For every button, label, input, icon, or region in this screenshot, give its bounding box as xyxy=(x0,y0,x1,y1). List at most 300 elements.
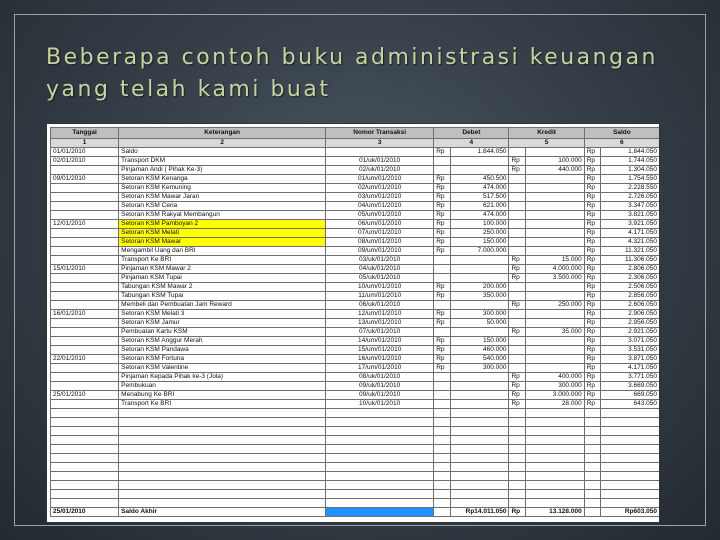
cell-description: Saldo xyxy=(119,148,326,157)
cell-kredit-currency xyxy=(509,292,525,301)
cell-saldo: 2.856.050 xyxy=(601,292,660,301)
cell-kredit-currency xyxy=(509,355,525,364)
cell-debet-currency xyxy=(434,508,450,517)
ledger-blank-rows xyxy=(51,409,660,508)
cell-description: Setoran KSM Jamur xyxy=(119,319,326,328)
empty-cell xyxy=(434,472,450,481)
cell-kredit xyxy=(525,310,584,319)
cell-transaction-number xyxy=(326,148,434,157)
cell-saldo-currency: Rp xyxy=(584,382,600,391)
cell-date xyxy=(51,364,119,373)
table-row xyxy=(51,391,660,400)
cell-kredit-currency: Rp xyxy=(509,328,525,337)
empty-row xyxy=(51,472,660,481)
empty-cell xyxy=(509,418,525,427)
empty-cell xyxy=(51,472,119,481)
cell-description: Tabungan KSM Tupai xyxy=(119,292,326,301)
cell-transaction-number: 09/uk/01/2010 xyxy=(326,382,434,391)
cell-transaction-number: 13/um/01/2010 xyxy=(326,319,434,328)
cell-saldo: 643.050 xyxy=(601,400,660,409)
empty-cell xyxy=(450,490,509,499)
empty-cell xyxy=(51,436,119,445)
cell-saldo-currency: Rp xyxy=(584,301,600,310)
cell-saldo: 4.321.050 xyxy=(601,238,660,247)
table-row xyxy=(51,175,660,184)
cell-date xyxy=(51,184,119,193)
cell-debet-currency: Rp xyxy=(434,148,450,157)
cell-saldo-currency: Rp xyxy=(584,148,600,157)
empty-cell xyxy=(434,481,450,490)
cell-kredit-currency: Rp xyxy=(509,373,525,382)
cell-debet xyxy=(450,265,509,274)
cell-kredit: 28.000 xyxy=(525,400,584,409)
empty-row xyxy=(51,454,660,463)
cell-debet-currency: Rp xyxy=(434,283,450,292)
title-line-2: yang telah kami buat xyxy=(46,77,331,102)
cell-date xyxy=(51,238,119,247)
cell-kredit-currency xyxy=(509,310,525,319)
cell-description: Transport DKM xyxy=(119,157,326,166)
cell-debet-currency: Rp xyxy=(434,355,450,364)
empty-cell xyxy=(51,499,119,508)
cell-saldo-currency: Rp xyxy=(584,283,600,292)
cell-saldo-currency: Rp xyxy=(584,391,600,400)
cell-debet-currency: Rp xyxy=(434,247,450,256)
cell-saldo-currency: Rp xyxy=(584,211,600,220)
empty-cell xyxy=(584,436,600,445)
cell-saldo-currency: Rp xyxy=(584,229,600,238)
table-row xyxy=(51,211,660,220)
empty-cell xyxy=(119,490,326,499)
cell-date xyxy=(51,400,119,409)
table-row xyxy=(51,148,660,157)
cell-description: Transport Ke BRI xyxy=(119,400,326,409)
empty-cell xyxy=(601,490,660,499)
empty-cell xyxy=(434,427,450,436)
empty-cell xyxy=(119,445,326,454)
cell-description: Setoran KSM Valentine xyxy=(119,364,326,373)
empty-cell xyxy=(326,418,434,427)
empty-cell xyxy=(601,481,660,490)
empty-cell xyxy=(584,463,600,472)
empty-cell xyxy=(326,499,434,508)
table-row xyxy=(51,382,660,391)
table-row xyxy=(51,256,660,265)
cell-date: 01/01/2010 xyxy=(51,148,119,157)
cell-saldo-currency: Rp xyxy=(584,328,600,337)
cell-debet-currency xyxy=(434,382,450,391)
cell-date: 12/01/2010 xyxy=(51,220,119,229)
empty-cell xyxy=(584,454,600,463)
empty-cell xyxy=(119,454,326,463)
cell-kredit xyxy=(525,364,584,373)
table-row xyxy=(51,238,660,247)
cell-saldo: 2.906.050 xyxy=(601,310,660,319)
empty-cell xyxy=(326,472,434,481)
cell-transaction-number: 01/um/01/2010 xyxy=(326,175,434,184)
cell-debet: 300.000 xyxy=(450,310,509,319)
empty-row xyxy=(51,463,660,472)
empty-cell xyxy=(326,427,434,436)
cell-date xyxy=(51,193,119,202)
cell-saldo: 2.921.050 xyxy=(601,328,660,337)
cell-debet: 7.000.000 xyxy=(450,247,509,256)
empty-cell xyxy=(525,490,584,499)
cell-kredit: 4.000.000 xyxy=(525,265,584,274)
cell-kredit-currency: Rp xyxy=(509,508,525,517)
cell-saldo-currency: Rp xyxy=(584,256,600,265)
cell-debet xyxy=(450,166,509,175)
empty-cell xyxy=(601,454,660,463)
empty-cell xyxy=(509,499,525,508)
empty-cell xyxy=(509,445,525,454)
slide-title xyxy=(46,42,696,106)
cell-transaction-number: 03/uk/01/2010 xyxy=(326,256,434,265)
cell-transaction-number: 02/uk/01/2010 xyxy=(326,166,434,175)
table-row xyxy=(51,193,660,202)
empty-cell xyxy=(525,409,584,418)
cell-kredit: 3.000.000 xyxy=(525,391,584,400)
cell-description: Menabung Ke BRI xyxy=(119,391,326,400)
closing-balance-row xyxy=(51,508,660,517)
cell-date xyxy=(51,166,119,175)
table-row xyxy=(51,202,660,211)
cell-debet: 474.000 xyxy=(450,211,509,220)
cell-transaction-number: 04/um/01/2010 xyxy=(326,202,434,211)
cell-kredit-currency: Rp xyxy=(509,400,525,409)
empty-cell xyxy=(434,499,450,508)
cell-kredit xyxy=(525,184,584,193)
cell-debet: 450.500 xyxy=(450,175,509,184)
cell-description: Pembukuan xyxy=(119,382,326,391)
cell-date xyxy=(51,346,119,355)
cell-kredit-currency xyxy=(509,283,525,292)
cell-kredit xyxy=(525,247,584,256)
cell-date xyxy=(51,274,119,283)
cell-saldo: 2.606.050 xyxy=(601,301,660,310)
table-row xyxy=(51,364,660,373)
cell-kredit-currency xyxy=(509,319,525,328)
cell-debet-currency: Rp xyxy=(434,337,450,346)
cell-saldo-currency: Rp xyxy=(584,265,600,274)
cell-description: Tabungan KSM Mawar 2 xyxy=(119,283,326,292)
cell-description: Pinjaman Andi ( Pihak Ke-3) xyxy=(119,166,326,175)
ledger-sheet xyxy=(46,123,660,523)
cell-kredit xyxy=(525,220,584,229)
cell-saldo-currency: Rp xyxy=(584,355,600,364)
cell-saldo: 4.171.050 xyxy=(601,229,660,238)
cell-kredit: 400.000 xyxy=(525,373,584,382)
empty-cell xyxy=(434,445,450,454)
cell-kredit xyxy=(525,355,584,364)
empty-cell xyxy=(51,463,119,472)
cell-transaction-number: 07/uk/01/2010 xyxy=(326,328,434,337)
cell-debet xyxy=(450,400,509,409)
cell-saldo: 3.531.050 xyxy=(601,346,660,355)
cell-description: Pembuatan Kartu KSM xyxy=(119,328,326,337)
cell-saldo: 3.071.050 xyxy=(601,337,660,346)
cell-saldo: 3.771.050 xyxy=(601,373,660,382)
empty-cell xyxy=(434,463,450,472)
cell-debet-currency: Rp xyxy=(434,310,450,319)
empty-row xyxy=(51,490,660,499)
cell-saldo: 2.956.050 xyxy=(601,319,660,328)
index-cell: 4 xyxy=(434,139,509,148)
cell-saldo-currency: Rp xyxy=(584,319,600,328)
header-debet: Debet xyxy=(434,128,509,139)
cell-kredit-currency xyxy=(509,193,525,202)
empty-cell xyxy=(450,454,509,463)
empty-cell xyxy=(51,490,119,499)
cell-debet: 460.000 xyxy=(450,346,509,355)
empty-row xyxy=(51,436,660,445)
cell-date: 15/01/2010 xyxy=(51,265,119,274)
cell-kredit xyxy=(525,319,584,328)
cell-debet-currency xyxy=(434,301,450,310)
cell-kredit-currency xyxy=(509,148,525,157)
empty-cell xyxy=(525,499,584,508)
empty-cell xyxy=(601,472,660,481)
cell-kredit-currency: Rp xyxy=(509,265,525,274)
table-row xyxy=(51,265,660,274)
cell-description: Setoran KSM Fortuna xyxy=(119,355,326,364)
empty-cell xyxy=(434,436,450,445)
empty-cell xyxy=(119,427,326,436)
empty-cell xyxy=(584,445,600,454)
empty-cell xyxy=(326,409,434,418)
cell-saldo: 2.506.050 xyxy=(601,283,660,292)
cell-saldo-currency: Rp xyxy=(584,364,600,373)
empty-cell xyxy=(51,427,119,436)
cell-debet: 150.000 xyxy=(450,238,509,247)
cell-debet: 150.000 xyxy=(450,337,509,346)
cell-date xyxy=(51,202,119,211)
table-row xyxy=(51,283,660,292)
cell-transaction-number: 08/uk/01/2010 xyxy=(326,373,434,382)
cell-debet: 50.000 xyxy=(450,319,509,328)
cell-description: Membeli dan Pembuatan Jam Reward xyxy=(119,301,326,310)
cell-debet-currency: Rp xyxy=(434,184,450,193)
cell-saldo: 3.871.050 xyxy=(601,355,660,364)
empty-cell xyxy=(509,436,525,445)
table-row xyxy=(51,247,660,256)
header-nomor-transaksi: Nomor Transaksi xyxy=(326,128,434,139)
cell-description: Saldo Akhir xyxy=(119,508,326,517)
empty-cell xyxy=(51,418,119,427)
index-cell: 3 xyxy=(326,139,434,148)
table-row xyxy=(51,292,660,301)
cell-saldo: 1.754.550 xyxy=(601,175,660,184)
empty-cell xyxy=(119,418,326,427)
cell-saldo: 3.347.050 xyxy=(601,202,660,211)
column-index-row xyxy=(51,139,660,148)
table-row xyxy=(51,355,660,364)
cell-debet: 517.500 xyxy=(450,193,509,202)
cell-debet-currency xyxy=(434,400,450,409)
empty-cell xyxy=(119,463,326,472)
cell-transaction-number: 02/um/01/2010 xyxy=(326,184,434,193)
cell-saldo-currency: Rp xyxy=(584,175,600,184)
cell-description: Setoran KSM Pamboyan 2 xyxy=(119,220,326,229)
cell-debet xyxy=(450,256,509,265)
empty-cell xyxy=(525,454,584,463)
cell-transaction-number: 06/uk/01/2010 xyxy=(326,301,434,310)
cell-date xyxy=(51,247,119,256)
cell-kredit: 440.000 xyxy=(525,166,584,175)
ledger-body xyxy=(51,148,660,409)
cell-date xyxy=(51,328,119,337)
empty-cell xyxy=(450,481,509,490)
table-row xyxy=(51,373,660,382)
cell-description: Mengambil Uang dari BRI xyxy=(119,247,326,256)
cell-transaction-number: 15/um/01/2010 xyxy=(326,346,434,355)
cell-saldo-currency: Rp xyxy=(584,193,600,202)
cell-kredit-currency xyxy=(509,202,525,211)
cell-saldo-currency xyxy=(584,508,600,517)
cell-saldo-currency: Rp xyxy=(584,292,600,301)
cell-debet xyxy=(450,328,509,337)
cell-transaction-number: 01/uk/01/2010 xyxy=(326,157,434,166)
empty-cell xyxy=(119,409,326,418)
cell-date xyxy=(51,229,119,238)
cell-description: Setoran KSM Kemuning xyxy=(119,184,326,193)
cell-date xyxy=(51,301,119,310)
cell-saldo: 1.744.050 xyxy=(601,157,660,166)
table-row xyxy=(51,310,660,319)
cell-description: Setoran KSM Pandawa xyxy=(119,346,326,355)
cell-saldo: 11.306.050 xyxy=(601,256,660,265)
cell-debet xyxy=(450,391,509,400)
cell-description: Pinjaman KSM Mawar 2 xyxy=(119,265,326,274)
cell-saldo-currency: Rp xyxy=(584,346,600,355)
cell-transaction-number: 10/um/01/2010 xyxy=(326,283,434,292)
cell-description: Setoran KSM Melati 3 xyxy=(119,310,326,319)
empty-cell xyxy=(509,463,525,472)
cell-kredit xyxy=(525,211,584,220)
cell-kredit-currency: Rp xyxy=(509,382,525,391)
cell-kredit xyxy=(525,175,584,184)
cell-transaction-number: 05/uk/01/2010 xyxy=(326,274,434,283)
index-cell: 6 xyxy=(584,139,659,148)
table-row xyxy=(51,400,660,409)
cell-date xyxy=(51,283,119,292)
index-cell: 1 xyxy=(51,139,119,148)
table-row xyxy=(51,301,660,310)
cell-kredit xyxy=(525,193,584,202)
cell-transaction-number: 06/um/01/2010 xyxy=(326,220,434,229)
cell-debet-currency: Rp xyxy=(434,229,450,238)
cell-saldo: 2.228.550 xyxy=(601,184,660,193)
empty-cell xyxy=(601,463,660,472)
cell-saldo: Rp603.050 xyxy=(601,508,660,517)
cell-description: Setoran KSM Mawar Jaran xyxy=(119,193,326,202)
empty-cell xyxy=(509,490,525,499)
cell-debet-currency xyxy=(434,157,450,166)
cell-description: Pinjaman KSM Tupai xyxy=(119,274,326,283)
empty-cell xyxy=(450,499,509,508)
empty-row xyxy=(51,481,660,490)
empty-cell xyxy=(584,418,600,427)
cell-description: Setoran KSM Anggur Merah xyxy=(119,337,326,346)
cell-transaction-number: 05/um/01/2010 xyxy=(326,211,434,220)
cell-kredit-currency xyxy=(509,175,525,184)
empty-cell xyxy=(509,472,525,481)
cell-debet xyxy=(450,274,509,283)
empty-cell xyxy=(434,490,450,499)
empty-cell xyxy=(509,481,525,490)
cell-debet-currency: Rp xyxy=(434,346,450,355)
cell-saldo: 3.669.050 xyxy=(601,382,660,391)
empty-row xyxy=(51,499,660,508)
cell-transaction-number: 09/um/01/2010 xyxy=(326,247,434,256)
cell-kredit: 15.000 xyxy=(525,256,584,265)
index-cell: 5 xyxy=(509,139,584,148)
cell-date xyxy=(51,373,119,382)
cell-transaction-number: 17/um/01/2010 xyxy=(326,364,434,373)
cell-kredit: 13.128.000 xyxy=(525,508,584,517)
cell-kredit: 300.000 xyxy=(525,382,584,391)
title-line-1: Beberapa contoh buku administrasi keuangan xyxy=(46,45,658,70)
cell-kredit xyxy=(525,238,584,247)
cell-date xyxy=(51,337,119,346)
cell-debet-currency: Rp xyxy=(434,238,450,247)
cell-transaction-number: 07/um/01/2010 xyxy=(326,229,434,238)
empty-row xyxy=(51,409,660,418)
cell-kredit xyxy=(525,148,584,157)
cell-saldo-currency: Rp xyxy=(584,310,600,319)
cell-saldo-currency: Rp xyxy=(584,373,600,382)
cell-kredit-currency xyxy=(509,364,525,373)
cell-debet-currency xyxy=(434,328,450,337)
cell-debet-currency xyxy=(434,373,450,382)
cell-debet-currency: Rp xyxy=(434,193,450,202)
table-row xyxy=(51,337,660,346)
cell-description: Setoran KSM Kenanga xyxy=(119,175,326,184)
cell-date xyxy=(51,319,119,328)
table-row xyxy=(51,157,660,166)
cell-kredit-currency: Rp xyxy=(509,166,525,175)
cell-kredit-currency xyxy=(509,247,525,256)
cell-saldo: 1.844.050 xyxy=(601,148,660,157)
empty-cell xyxy=(584,409,600,418)
empty-cell xyxy=(601,436,660,445)
ledger-table xyxy=(50,127,660,517)
cell-saldo-currency: Rp xyxy=(584,220,600,229)
cell-debet-currency: Rp xyxy=(434,175,450,184)
cell-transaction-number: 16/um/01/2010 xyxy=(326,355,434,364)
cell-date: 25/01/2010 xyxy=(51,508,119,517)
cell-kredit-currency: Rp xyxy=(509,157,525,166)
cell-debet-currency xyxy=(434,166,450,175)
empty-cell xyxy=(119,436,326,445)
cell-description: Setoran KSM Rakyat Membangun xyxy=(119,211,326,220)
empty-cell xyxy=(525,436,584,445)
index-cell: 2 xyxy=(119,139,326,148)
cell-saldo-currency: Rp xyxy=(584,337,600,346)
empty-cell xyxy=(584,490,600,499)
cell-saldo-currency: Rp xyxy=(584,274,600,283)
empty-cell xyxy=(51,481,119,490)
cell-date: 22/01/2010 xyxy=(51,355,119,364)
cell-description: Transport Ke BRI xyxy=(119,256,326,265)
empty-cell xyxy=(584,427,600,436)
cell-transaction-number: 04/uk/01/2010 xyxy=(326,265,434,274)
empty-row xyxy=(51,418,660,427)
empty-cell xyxy=(434,409,450,418)
empty-row xyxy=(51,445,660,454)
cell-debet-currency xyxy=(434,274,450,283)
cell-date: 16/01/2010 xyxy=(51,310,119,319)
